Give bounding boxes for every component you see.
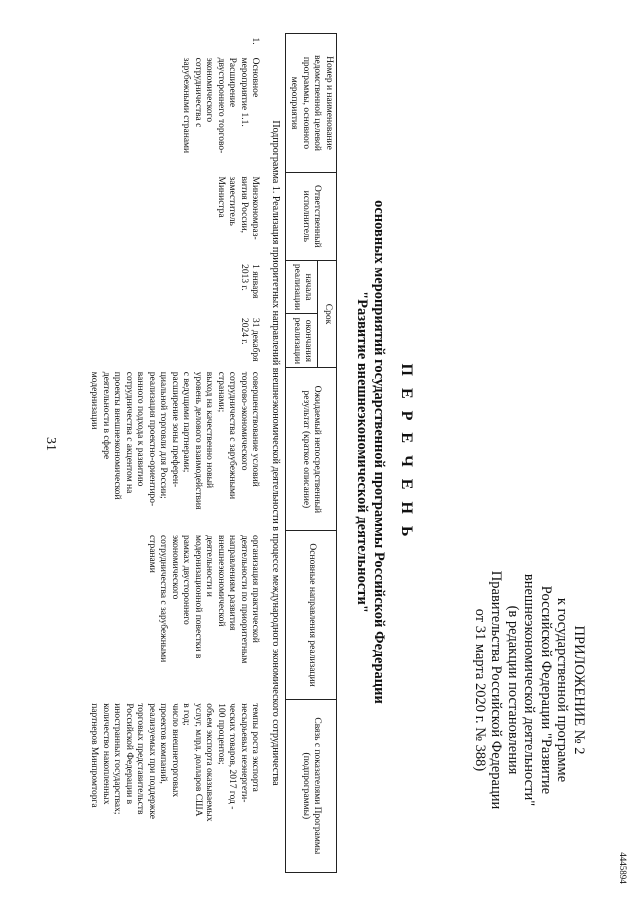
header-directions: Основные направления реализации <box>286 531 337 699</box>
row-directions: организация практической деятельности по приоритетным направлениям развития внешнеэкономической деятельности и модернизационной повестки в рамках двустороннего экономического сотрудничества с зарубежными странами <box>147 534 261 664</box>
appendix-block <box>472 545 588 835</box>
row-start: 1 января 2013 г. <box>239 264 261 299</box>
header-responsible: Ответственный исполнитель <box>286 173 337 261</box>
rotated-landscape-page <box>35 17 605 887</box>
header-name: Номер и наименование ведомственной целевой программы, основного мероприятия <box>286 34 337 173</box>
document-subtitle: основных мероприятий государственной программы Российской Федерации <box>371 200 387 704</box>
row-link: темпы роста экспорта несырьевых неэнергети- ческих товаров, 2017 год - 100 процентов; объем экспорта оказываемых услуг, млрд. долларов США в год; число внешнеторговых проектов компаний, реализуемых при поддержке торговых представительств Российской Федерации в иностранных государствах; количество накопленных партнеров Минпромторга <box>89 703 261 822</box>
appendix-line: (в редакции постановления <box>505 605 521 775</box>
scan-id: 4445894 <box>618 852 628 884</box>
row-number: 1. <box>250 37 261 45</box>
header-term: Срок <box>318 260 337 368</box>
page-number: 31 <box>43 437 58 451</box>
appendix-line: внешнеэкономической деятельности" <box>521 573 538 807</box>
appendix-line: к государственной программе <box>554 597 571 783</box>
document-heading: П Е Р Е Ч Е Н Ь <box>398 363 415 541</box>
header-result: Ожидаемый непосредственный результат (краткое описание) <box>286 368 337 531</box>
row-end: 31 декабря 2024 г. <box>239 317 261 362</box>
title-block <box>353 57 415 847</box>
row-name: Основное мероприятие 1.1. Расширение двустороннего торгово- экономического сотрудничества с зарубежными странами <box>181 57 261 154</box>
subprogram-title: Подпрограмма 1. Реализация приоритетных направлений внешнеэкономической деятельности в процессе международного экономического сотрудничества <box>264 34 286 873</box>
appendix-line: Правительства Российской Федерации <box>488 570 505 810</box>
appendix-line: ПРИЛОЖЕНИЕ № 2 <box>571 625 587 755</box>
row-responsible: Минэкономраз- вития России, заместитель Министра <box>216 176 261 240</box>
document-sheet <box>35 17 640 855</box>
table-row <box>85 34 264 873</box>
header-start: начала реализации <box>286 260 318 314</box>
appendix-line: от 31 марта 2020 г. № 388) <box>472 608 488 772</box>
measures-table <box>85 33 337 873</box>
program-name: "Развитие внешнеэкономической деятельности" <box>354 291 370 613</box>
appendix-line: Российской Федерации "Развитие <box>538 585 554 795</box>
header-link: Связь с показателями Программы (подпрограммы) <box>286 699 337 872</box>
row-result: совершенствование условий торгово-экономического сотрудничества с зарубежными странами; выход на качественно новый уровень делового взаимодействия с ведущими партнерами; расширение зоны преферен- циальной торговли для России; реализация проектно-ориентиро- ванного подхода к развитию сотрудничества с акцентом на проекты внешнеэкономической деятельности в сфере модернизации <box>89 371 261 510</box>
header-end: окончания реализации <box>286 314 318 368</box>
